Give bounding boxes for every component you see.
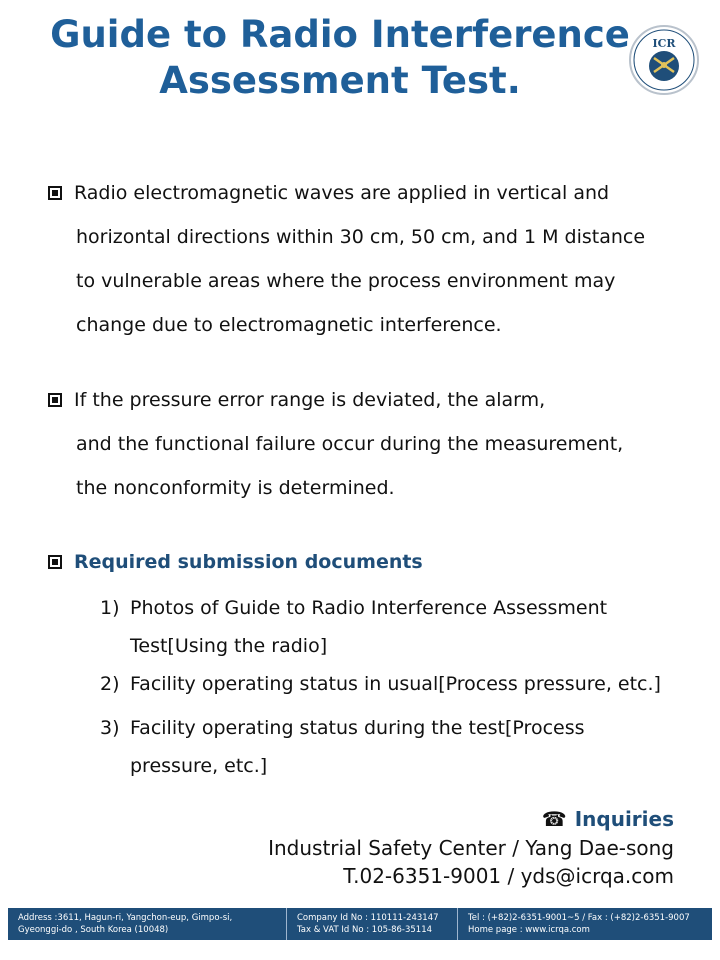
item-number: 2) (100, 673, 120, 695)
para2-line-2: and the functional failure occur during the measurement, (76, 433, 624, 455)
title-line-2: Assessment Test. (159, 59, 521, 102)
footer-address-line-1: Address :3611, Hagun-ri, Yangchon-eup, Gimpo-si, (18, 913, 233, 923)
icr-logo (628, 24, 700, 96)
item-line-2: pressure, etc.] (130, 755, 268, 777)
footer-contact (458, 908, 712, 940)
para1-line-3: to vulnerable areas where the process environment may (76, 270, 616, 292)
required-section (48, 549, 688, 593)
list-item (100, 596, 700, 672)
paragraph-1 (48, 180, 688, 356)
title-line-1: Guide to Radio Interference (50, 13, 630, 56)
square-bullet-icon (48, 186, 62, 200)
paragraph-2 (48, 387, 688, 519)
inquiries-heading: Inquiries (574, 807, 674, 831)
item-line-1: Facility operating status in usual[Process pressure, etc.] (130, 673, 661, 695)
para2-line-3: the nonconformity is determined. (76, 477, 395, 499)
para2-line-1: If the pressure error range is deviated, the alarm, (74, 389, 546, 411)
logo-text: ICR (652, 37, 676, 50)
list-item (100, 716, 700, 792)
required-heading: Required submission documents (74, 551, 423, 573)
square-bullet-icon (48, 393, 62, 407)
item-line-1: Photos of Guide to Radio Interference Assessment (130, 597, 608, 619)
required-documents-list (100, 596, 700, 792)
footer-address-line-2: Gyeonggi-do , South Korea (10048) (18, 925, 169, 935)
footer-bar (8, 908, 712, 940)
inquiries-block (268, 806, 674, 890)
page-title (0, 12, 680, 104)
inquiries-phone-email: T.02-6351-9001 / yds@icrqa.com (343, 864, 674, 888)
footer-company-ids (287, 908, 458, 940)
list-item (100, 672, 700, 710)
footer-address (8, 908, 287, 940)
square-bullet-icon (48, 555, 62, 569)
phone-icon: ☎ (541, 807, 567, 831)
para1-line-1: Radio electromagnetic waves are applied in vertical and (74, 182, 610, 204)
footer-tax-id: Tax & VAT Id No : 105-86-35114 (297, 925, 433, 935)
para1-line-4: change due to electromagnetic interference. (76, 314, 502, 336)
item-number: 3) (100, 717, 120, 739)
inquiries-contact-person: Industrial Safety Center / Yang Dae-song (268, 836, 674, 860)
para1-line-2: horizontal directions within 30 cm, 50 cm, and 1 M distance (76, 226, 646, 248)
footer-homepage: Home page : www.icrqa.com (468, 925, 590, 935)
item-line-1: Facility operating status during the test[Process (130, 717, 585, 739)
footer-tel-fax: Tel : (+82)2-6351-9001~5 / Fax : (+82)2-6351-9007 (468, 913, 690, 923)
item-line-2: Test[Using the radio] (130, 635, 328, 657)
item-number: 1) (100, 597, 120, 619)
footer-company-id: Company Id No : 110111-243147 (297, 913, 439, 923)
